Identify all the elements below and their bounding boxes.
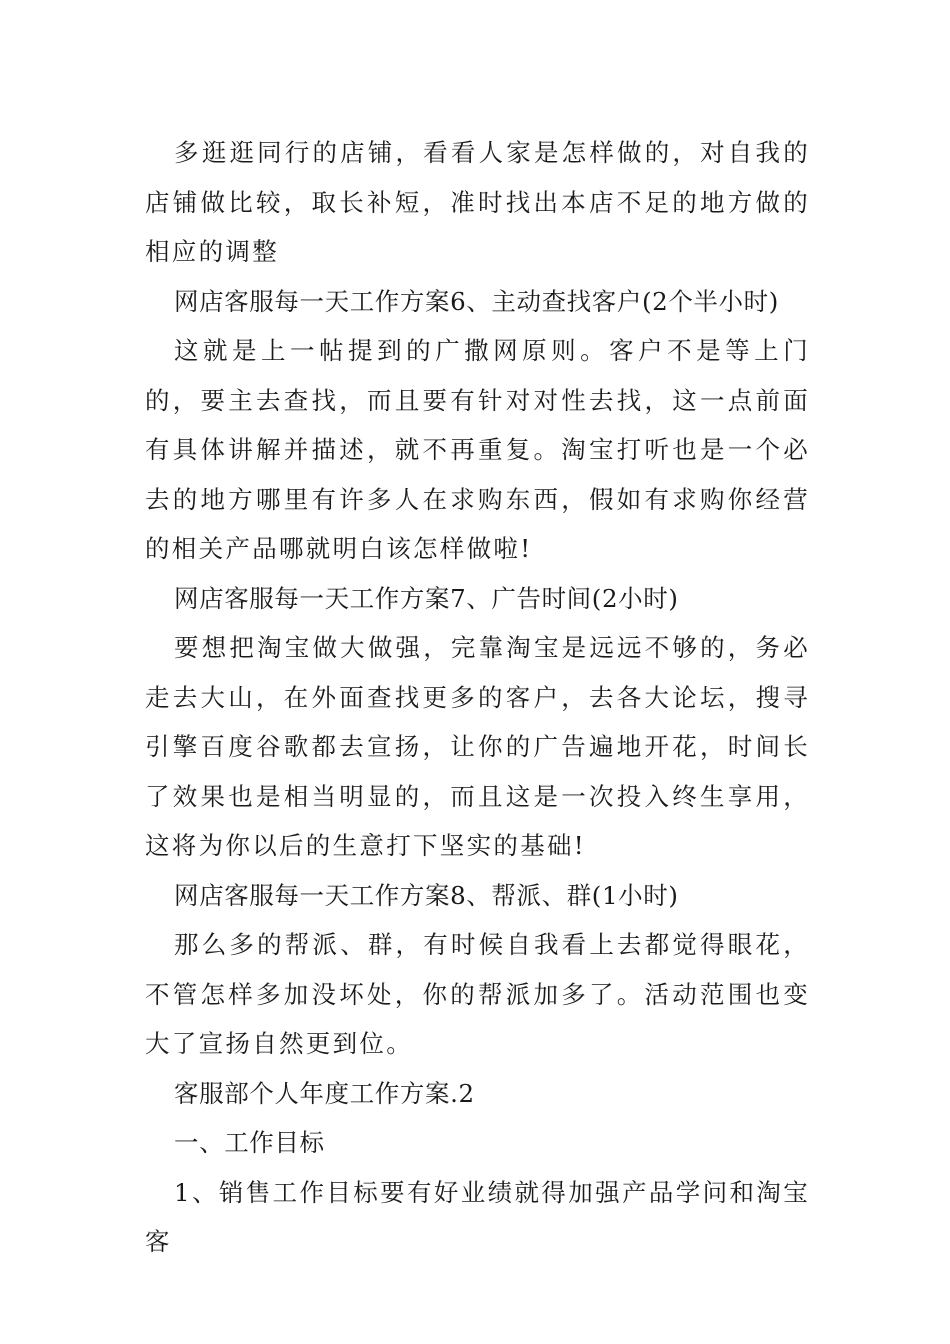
body-paragraph: 1、销售工作目标要有好业绩就得加强产品学问和淘宝客 [145, 1177, 810, 1256]
body-paragraph: 这就是上一帖提到的广撒网原则。客户不是等上门的，要主去查找，而且要有针对对性去找，这一点前面有具体讲解并描述，就不再重复。淘宝打听也是一个必去的地方哪里有许多人在求购东西，假如有求购你经营的相关产品哪就明白该怎样做啦! [145, 336, 810, 563]
section-heading: 网店客服每一天工作方案7、广告时间(2小时) [174, 583, 679, 613]
section-heading: 网店客服每一天工作方案6、主动查找客户(2个半小时) [174, 286, 779, 316]
body-paragraph: 那么多的帮派、群，有时候自我看上去都觉得眼花，不管怎样多加没坏处，你的帮派加多了。活动范围也变大了宣扬自然更到位。 [145, 930, 810, 1058]
document-title: 客服部个人年度工作方案.2 [174, 1078, 475, 1108]
section-heading: 一、工作目标 [174, 1128, 325, 1157]
body-paragraph: 多逛逛同行的店铺，看看人家是怎样做的，对自我的店铺做比较，取长补短，准时找出本店不足的地方做的相应的调整 [145, 138, 810, 266]
section-heading: 网店客服每一天工作方案8、帮派、群(1小时) [174, 880, 679, 910]
body-paragraph: 要想把淘宝做大做强，完靠淘宝是远远不够的，务必走去大山，在外面查找更多的客户，去各大论坛，搜寻引擎百度谷歌都去宣扬，让你的广告遍地开花，时间长了效果也是相当明显的，而且这是一次投入终生享用，这将为你以后的生意打下坚实的基础! [145, 633, 810, 860]
document-page [145, 128, 810, 1267]
